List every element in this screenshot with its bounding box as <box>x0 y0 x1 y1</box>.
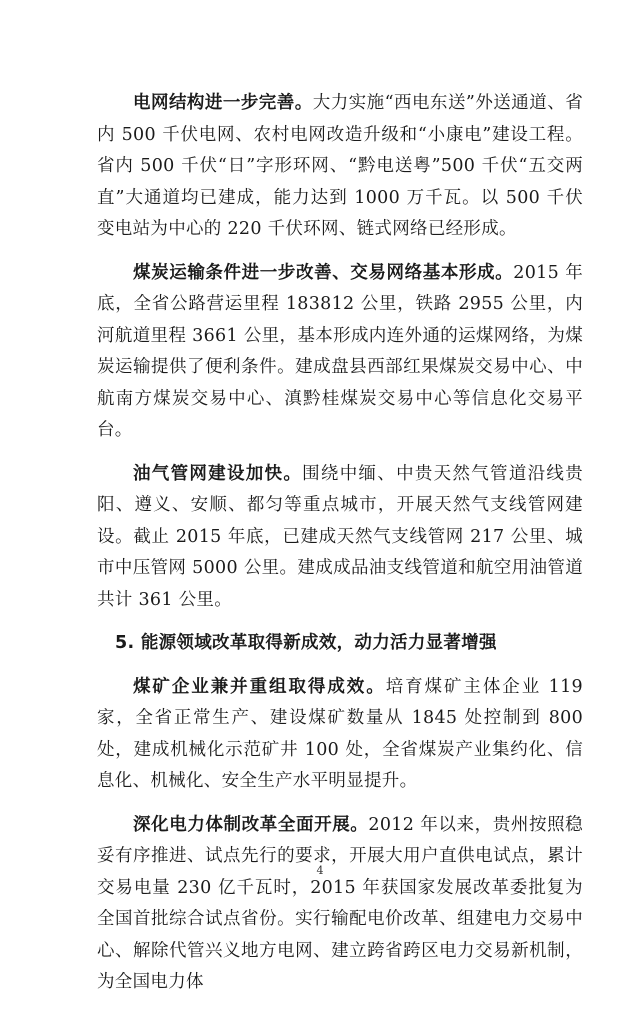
paragraph-coal-transport <box>97 258 583 447</box>
paragraph-text: 培育煤矿主体企业 119 家，全省正常生产、建设煤矿数量从 1845 处控制到 800 处，建成机械化示范矿井 100 处，全省煤炭产业集约化、信息化、机械化、安全生产水平明显提升。 <box>97 676 583 791</box>
section-heading: 5. 能源领域改革取得新成效，动力活力显著增强 <box>115 633 497 653</box>
paragraph-lead: 煤矿企业兼并重组取得成效。 <box>133 676 386 697</box>
page-number: 4 <box>316 864 324 877</box>
paragraph-text: 2015 年底，全省公路营运里程 183812 公里，铁路 2955 公里，内河航道里程 3661 公里，基本形成内连外通的运煤网络，为煤炭运输提供了便利条件。建成盘县西部红果煤炭交易中心、中航南方煤炭交易中心、滇黔桂煤炭交易中心等信息化交易平台。 <box>97 262 583 440</box>
paragraph-power-grid <box>97 88 583 246</box>
paragraph-lead: 深化电力体制改革全面开展。 <box>133 814 369 835</box>
paragraph-power-reform <box>97 810 583 999</box>
paragraph-lead: 煤炭运输条件进一步改善、交易网络基本形成。 <box>133 262 514 283</box>
paragraph-oil-gas-pipeline <box>97 459 583 617</box>
paragraph-lead: 油气管网建设加快。 <box>133 463 303 484</box>
paragraph-lead: 电网结构进一步完善。 <box>133 93 313 113</box>
paragraph-text: 2012 年以来，贵州按照稳妥有序推进、试点先行的要求，开展大用户直供电试点，累计交易电量 230 亿千瓦时，2015 年获国家发展改革委批复为全国首批综合试点省份。实行输配电价改革、组建电力交易中心、解除代管兴义地方电网、建立跨省跨区电力交易新机制，为全国电力体 <box>97 814 583 992</box>
paragraph-text: 围绕中缅、中贵天然气管道沿线贵阳、遵义、安顺、都匀等重点城市，开展天然气支线管网建设。截止 2015 年底，已建成天然气支线管网 217 公里、城市中压管网 5000 公里。建成成品油支线管道和航空用油管道共计 361 公里。 <box>97 463 584 610</box>
paragraph-coal-mine-merger <box>97 672 583 798</box>
paragraph-text: 大力实施“西电东送”外送通道、省内 500 千伏电网、农村电网改造升级和“小康电”建设工程。省内 500 千伏“日”字形环网、“黔电送粤”500 千伏“五交两直”大通道均已建成，能力达到 1000 万千瓦。以 500 千伏变电站为中心的 220 千伏环网、链式网络已经形成。 <box>97 93 583 239</box>
